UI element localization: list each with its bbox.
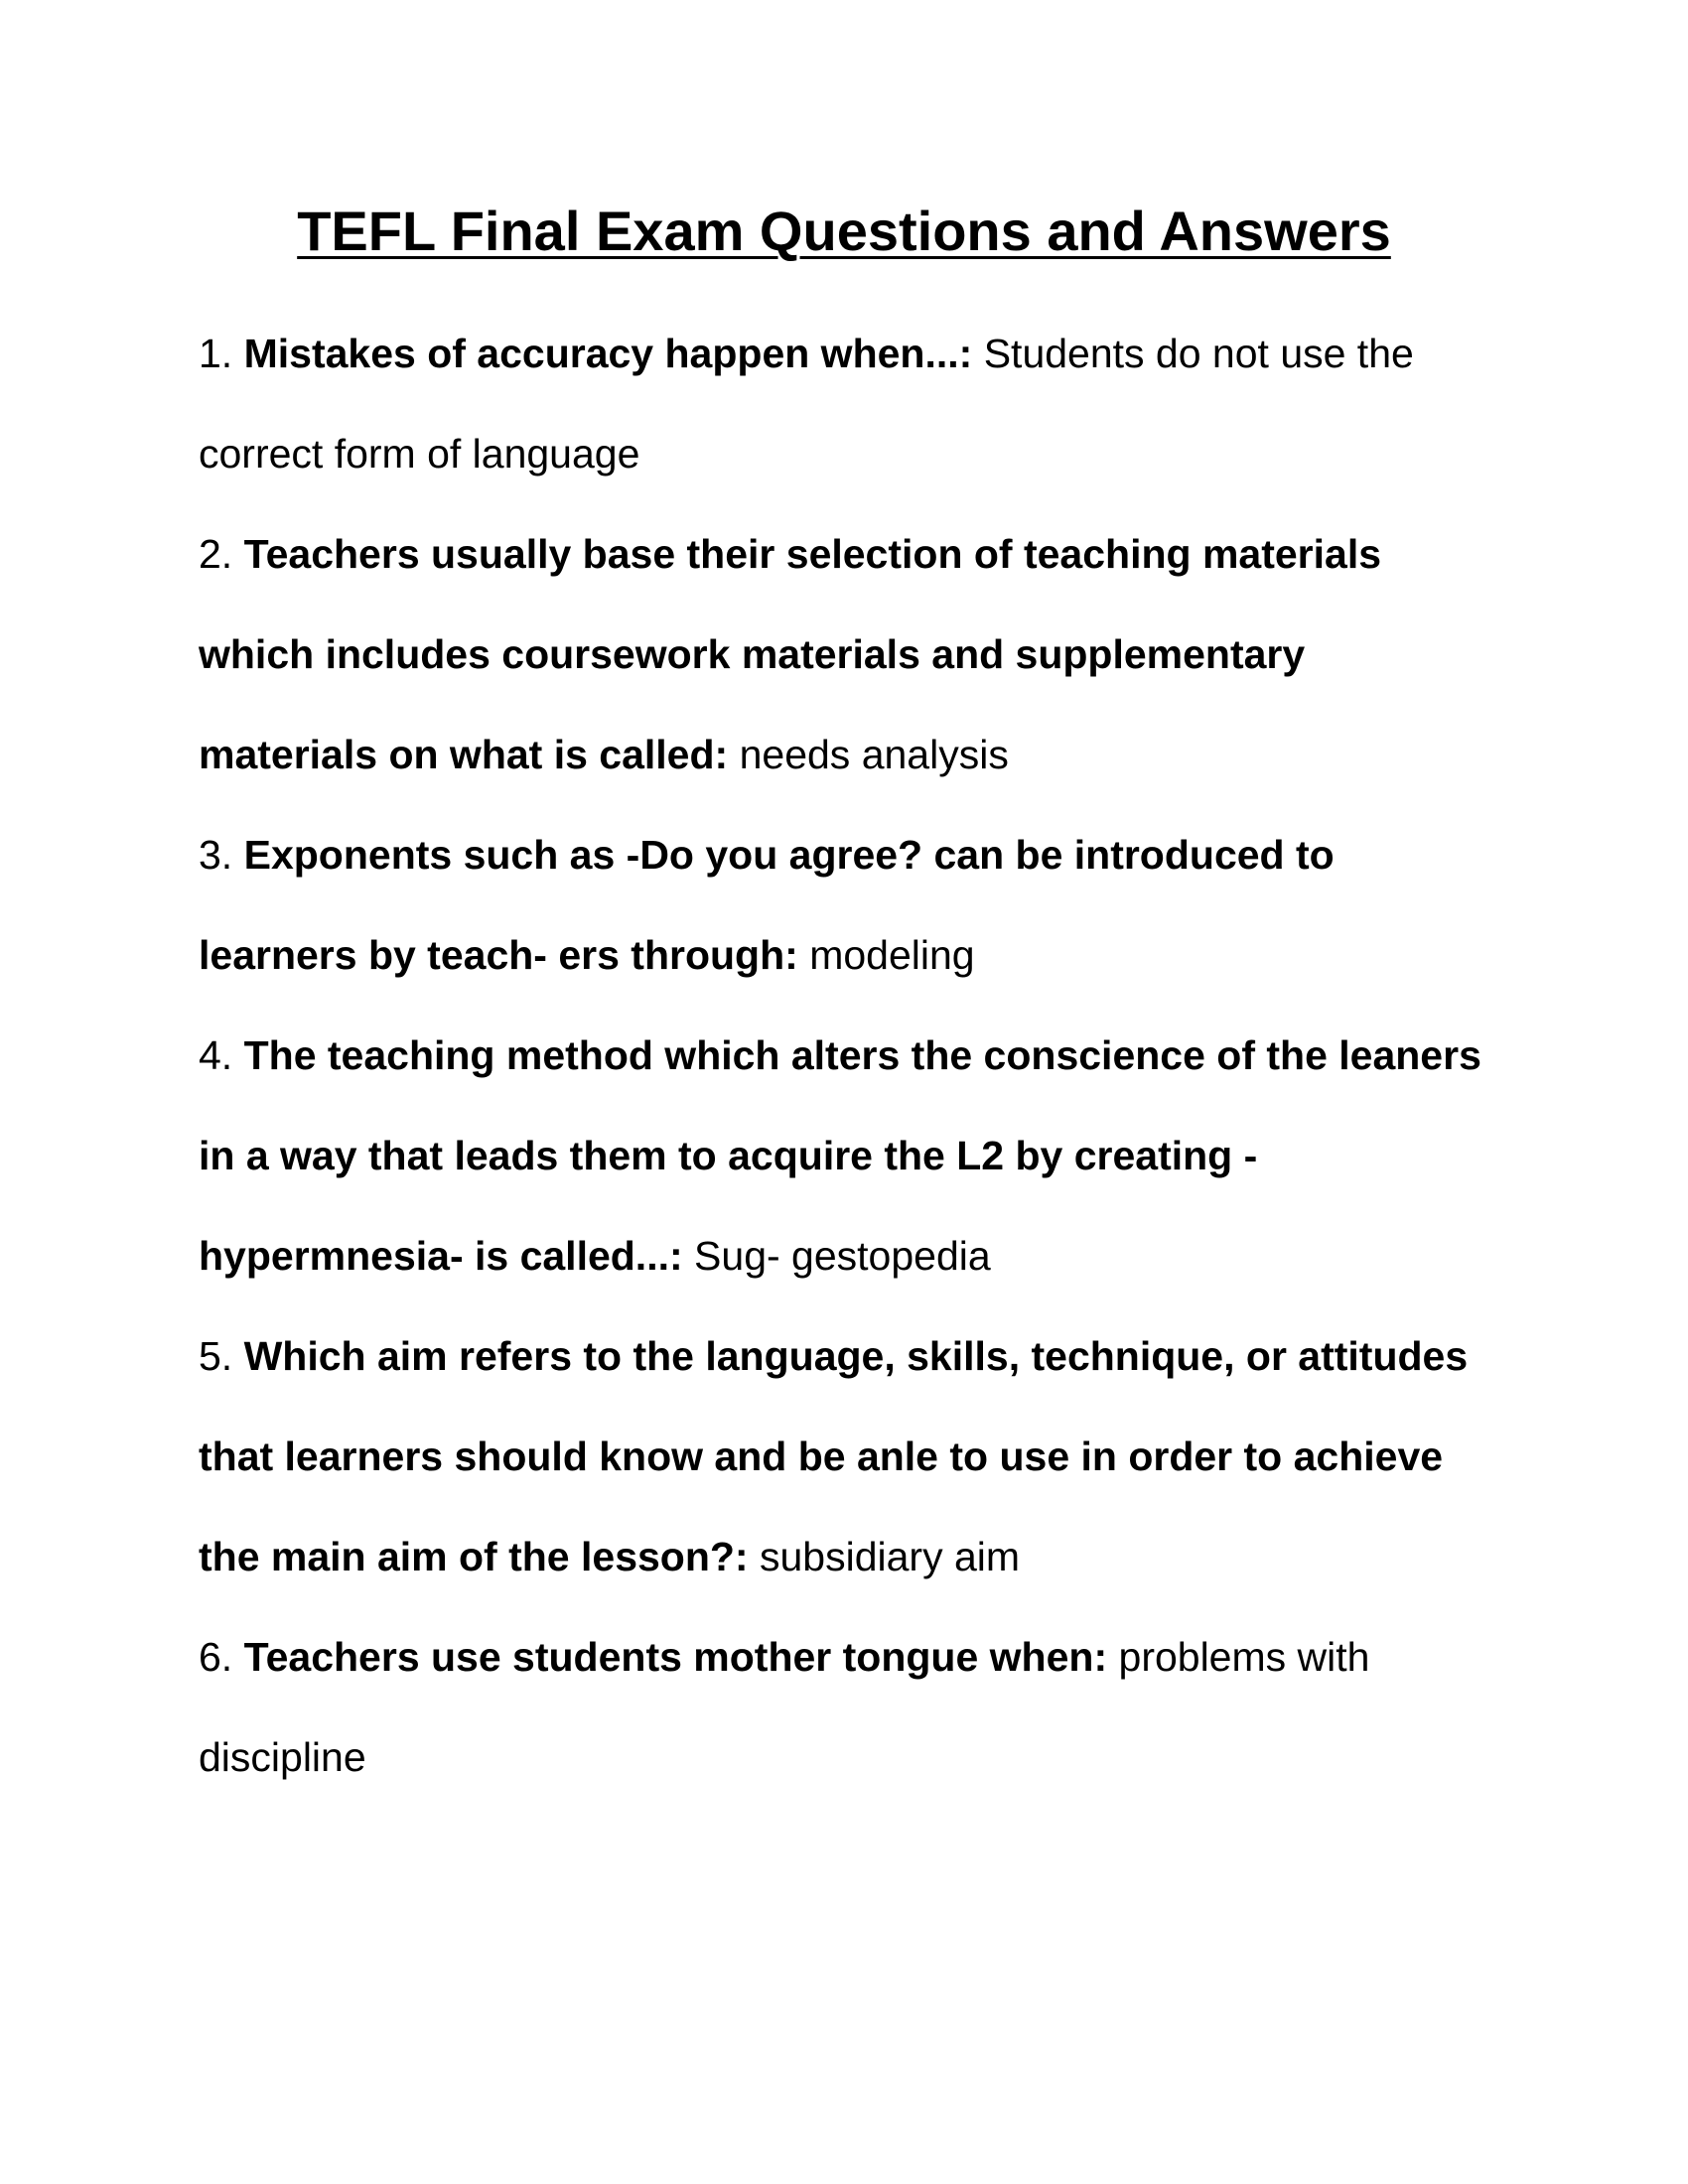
answer-text: modeling	[809, 932, 975, 978]
question-number: 5.	[199, 1333, 233, 1379]
question-number: 4.	[199, 1032, 233, 1078]
question-item-1	[199, 304, 1489, 504]
question-item-4	[199, 1006, 1489, 1306]
question-number: 2.	[199, 531, 233, 577]
question-text: Which aim refers to the language, skills, technique, or attitudes that learners should know and be anle to use in order to achieve the main aim of the lesson?:	[199, 1333, 1469, 1579]
question-list	[199, 304, 1489, 1808]
question-item-3	[199, 805, 1489, 1006]
answer-text: subsidiary aim	[760, 1534, 1021, 1579]
question-item-2	[199, 504, 1489, 805]
question-text: Teachers use students mother tongue when:	[243, 1634, 1108, 1680]
answer-text: Sug- gestopedia	[694, 1233, 991, 1279]
question-number: 3.	[199, 832, 233, 878]
question-item-5	[199, 1306, 1489, 1607]
question-number: 6.	[199, 1634, 233, 1680]
question-text: Mistakes of accuracy happen when...:	[243, 331, 973, 376]
question-text: Exponents such as -Do you agree? can be introduced to learners by teach- ers through:	[199, 832, 1335, 978]
question-number: 1.	[199, 331, 233, 376]
question-item-6	[199, 1607, 1489, 1808]
answer-text: needs analysis	[739, 732, 1009, 777]
question-text: Teachers usually base their selection of teaching materials which includes coursework materials and supplementary materials on what is called:	[199, 531, 1382, 777]
document-title: TEFL Final Exam Questions and Answers	[297, 200, 1391, 262]
answer-text: Students do not use the correct form of language	[199, 331, 1414, 477]
question-text: The teaching method which alters the conscience of the leaners in a way that leads them to acquire the L2 by creating -hypermnesia- is called...:	[199, 1032, 1481, 1279]
answer-text: problems with discipline	[199, 1634, 1370, 1780]
